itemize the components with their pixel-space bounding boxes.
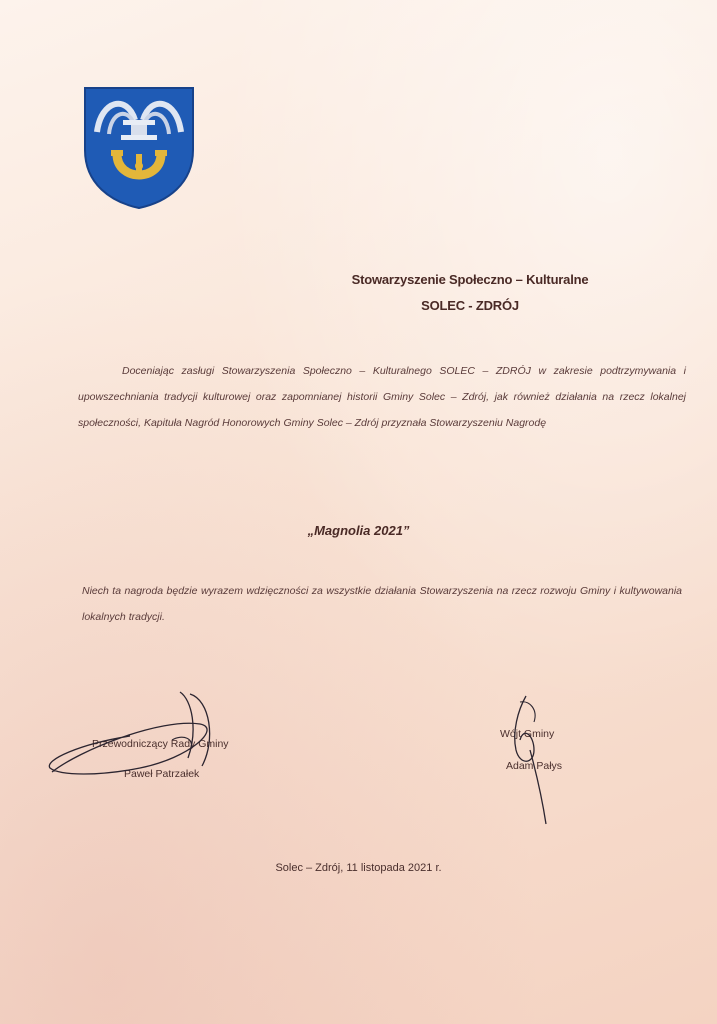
dedication-paragraph: Niech ta nagroda będzie wyrazem wdzięczności za wszystkie działania Stowarzyszenia na rzecz rozwoju Gminy i kultywowania lokalnych tradycji.: [82, 585, 682, 623]
right-signatory-name: Adam Pałys: [506, 760, 563, 772]
award-title: „Magnolia 2021”: [307, 523, 410, 538]
right-signatory-title: Wójt Gminy: [500, 728, 555, 740]
left-signature-icon: [40, 680, 250, 800]
organization-name-line1: Stowarzyszenie Społeczno – Kulturalne: [351, 272, 589, 287]
left-signatory-title: Przewodniczący Rady Gminy: [92, 738, 229, 750]
coat-of-arms-icon: [83, 86, 195, 210]
place-and-date: Solec – Zdrój, 11 listopada 2021 r.: [275, 862, 442, 874]
organization-name-line2: SOLEC - ZDRÓJ: [421, 298, 519, 313]
citation-paragraph: Doceniając zasługi Stowarzyszenia Społeczno – Kulturalnego SOLEC – ZDRÓJ w zakresie podtrzymywania i upowszechniania tradycji kulturowej oraz zapomnianej historii Gminy Solec – Zdrój, jak również działania na rzecz lokalnej społeczności, Kapituła Nagród Honorowych Gminy Solec – Zdrój przyznała Stowarzyszeniu Nagrodę: [78, 365, 686, 429]
right-signature-icon: [490, 680, 570, 830]
left-signatory-name: Paweł Patrzałek: [124, 768, 200, 780]
